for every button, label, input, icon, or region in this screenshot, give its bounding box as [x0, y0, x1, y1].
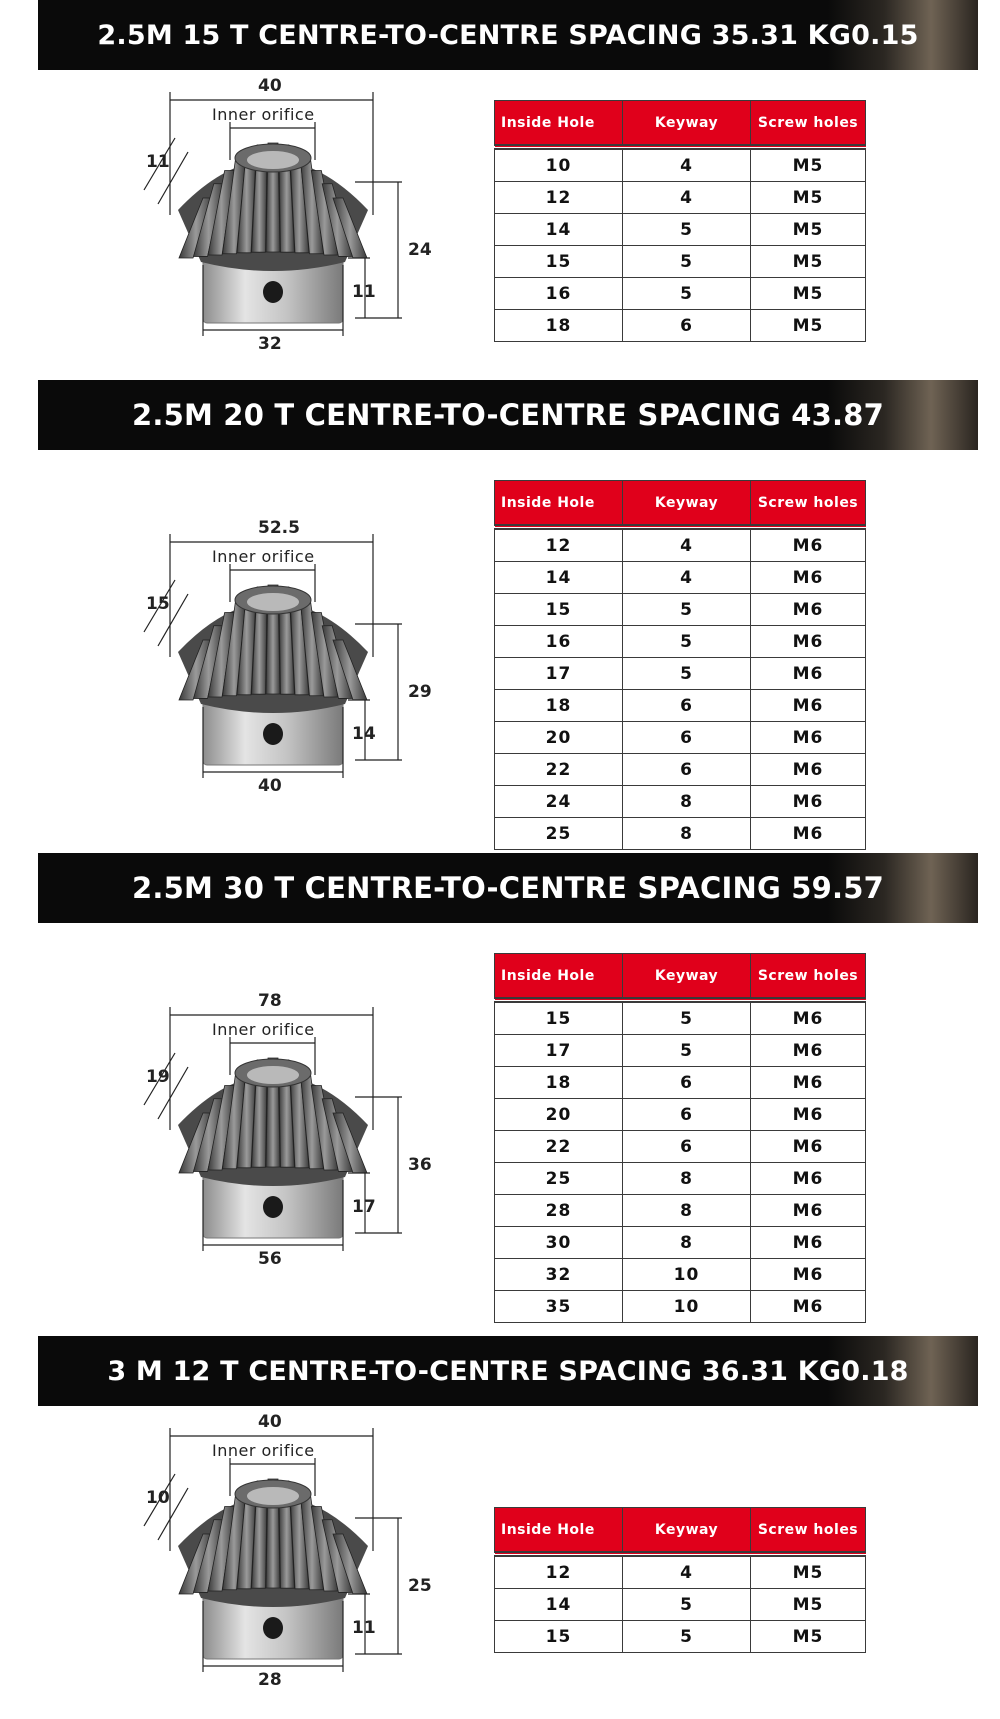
- cell-keyway: 5: [623, 246, 751, 278]
- dimension-tooth-width: 10: [146, 1488, 170, 1508]
- dimension-total-height: 29: [408, 682, 432, 702]
- cell-screw-holes: M6: [751, 1291, 866, 1323]
- cell-keyway: 8: [623, 1163, 751, 1195]
- cell-inside-hole: 30: [495, 1227, 623, 1259]
- header-keyway: Keyway: [623, 1508, 751, 1555]
- spec-table: [494, 480, 866, 850]
- cell-keyway: 4: [623, 147, 751, 182]
- dimension-hub-diameter: 56: [258, 1249, 282, 1269]
- dimension-hub-diameter: 28: [258, 1670, 282, 1690]
- cell-inside-hole: 32: [495, 1259, 623, 1291]
- cell-keyway: 8: [623, 1227, 751, 1259]
- table-row: [495, 527, 866, 562]
- cell-inside-hole: 17: [495, 1035, 623, 1067]
- table-row: [495, 658, 866, 690]
- cell-inside-hole: 24: [495, 786, 623, 818]
- cell-inside-hole: 15: [495, 1621, 623, 1653]
- cell-keyway: 10: [623, 1259, 751, 1291]
- dimension-top-diameter: 78: [258, 991, 282, 1011]
- cell-keyway: 5: [623, 278, 751, 310]
- cell-screw-holes: M6: [751, 594, 866, 626]
- table-row: [495, 1067, 866, 1099]
- cell-screw-holes: M5: [751, 278, 866, 310]
- cell-screw-holes: M6: [751, 1067, 866, 1099]
- table-header-row: [495, 481, 866, 528]
- cell-screw-holes: M6: [751, 1000, 866, 1035]
- cell-keyway: 5: [623, 1035, 751, 1067]
- spec-table: [494, 1507, 866, 1653]
- cell-keyway: 5: [623, 658, 751, 690]
- section-title-banner: 3 M 12 T CENTRE-TO-CENTRE SPACING 36.31 KG0.18: [38, 1336, 978, 1406]
- cell-inside-hole: 15: [495, 594, 623, 626]
- header-keyway: Keyway: [623, 481, 751, 528]
- table-row: [495, 1554, 866, 1589]
- header-screw-holes: Screw holes: [751, 1508, 866, 1555]
- inner-orifice-label: Inner orifice: [212, 105, 315, 124]
- dimension-hub-diameter: 40: [258, 776, 282, 796]
- cell-inside-hole: 25: [495, 818, 623, 850]
- table-row: [495, 1035, 866, 1067]
- cell-screw-holes: M6: [751, 1099, 866, 1131]
- cell-inside-hole: 25: [495, 1163, 623, 1195]
- cell-inside-hole: 18: [495, 310, 623, 342]
- table-row: [495, 1099, 866, 1131]
- cell-inside-hole: 15: [495, 1000, 623, 1035]
- dimension-top-diameter: 40: [258, 1412, 282, 1432]
- cell-inside-hole: 35: [495, 1291, 623, 1323]
- dimension-hub-diameter: 32: [258, 334, 282, 354]
- cell-inside-hole: 20: [495, 1099, 623, 1131]
- cell-screw-holes: M6: [751, 722, 866, 754]
- table-row: [495, 1621, 866, 1653]
- cell-screw-holes: M6: [751, 818, 866, 850]
- cell-keyway: 6: [623, 1099, 751, 1131]
- cell-inside-hole: 14: [495, 1589, 623, 1621]
- table-row: [495, 310, 866, 342]
- table-row: [495, 626, 866, 658]
- spec-table: [494, 953, 866, 1323]
- cell-inside-hole: 12: [495, 182, 623, 214]
- cell-inside-hole: 10: [495, 147, 623, 182]
- cell-keyway: 6: [623, 1131, 751, 1163]
- dimension-tooth-width: 11: [146, 152, 170, 172]
- bevel-gear-diagram: [130, 991, 460, 1285]
- cell-screw-holes: M6: [751, 1227, 866, 1259]
- table-row: [495, 594, 866, 626]
- cell-inside-hole: 18: [495, 1067, 623, 1099]
- cell-screw-holes: M6: [751, 527, 866, 562]
- cell-inside-hole: 18: [495, 690, 623, 722]
- header-screw-holes: Screw holes: [751, 481, 866, 528]
- cell-inside-hole: 20: [495, 722, 623, 754]
- dimension-hub-height: 17: [352, 1197, 376, 1217]
- table-row: [495, 1259, 866, 1291]
- bevel-gear-diagram: [130, 76, 460, 370]
- dimension-top-diameter: 40: [258, 76, 282, 96]
- cell-inside-hole: 12: [495, 527, 623, 562]
- cell-screw-holes: M6: [751, 562, 866, 594]
- cell-screw-holes: M5: [751, 214, 866, 246]
- cell-screw-holes: M6: [751, 1163, 866, 1195]
- dimension-hub-height: 14: [352, 724, 376, 744]
- cell-keyway: 5: [623, 626, 751, 658]
- cell-keyway: 5: [623, 1589, 751, 1621]
- cell-inside-hole: 15: [495, 246, 623, 278]
- cell-screw-holes: M6: [751, 1259, 866, 1291]
- header-screw-holes: Screw holes: [751, 101, 866, 148]
- header-keyway: Keyway: [623, 954, 751, 1001]
- inner-orifice-label: Inner orifice: [212, 547, 315, 566]
- table-row: [495, 1163, 866, 1195]
- table-header-row: [495, 101, 866, 148]
- table-row: [495, 754, 866, 786]
- cell-keyway: 6: [623, 690, 751, 722]
- cell-screw-holes: M5: [751, 1589, 866, 1621]
- table-row: [495, 214, 866, 246]
- dimension-total-height: 36: [408, 1155, 432, 1175]
- table-row: [495, 562, 866, 594]
- cell-screw-holes: M5: [751, 310, 866, 342]
- cell-screw-holes: M5: [751, 147, 866, 182]
- cell-keyway: 6: [623, 754, 751, 786]
- cell-keyway: 5: [623, 594, 751, 626]
- cell-inside-hole: 14: [495, 214, 623, 246]
- cell-keyway: 6: [623, 310, 751, 342]
- dimension-total-height: 24: [408, 240, 432, 260]
- bevel-gear-diagram: [130, 1412, 460, 1706]
- header-inside-hole: Inside Hole: [495, 481, 623, 528]
- cell-inside-hole: 12: [495, 1554, 623, 1589]
- cell-keyway: 5: [623, 1000, 751, 1035]
- cell-keyway: 6: [623, 722, 751, 754]
- cell-keyway: 5: [623, 1621, 751, 1653]
- dimension-hub-height: 11: [352, 1618, 376, 1638]
- cell-screw-holes: M6: [751, 1131, 866, 1163]
- cell-keyway: 8: [623, 786, 751, 818]
- cell-inside-hole: 16: [495, 626, 623, 658]
- table-row: [495, 1291, 866, 1323]
- table-row: [495, 147, 866, 182]
- cell-keyway: 6: [623, 1067, 751, 1099]
- table-row: [495, 722, 866, 754]
- cell-keyway: 4: [623, 562, 751, 594]
- cell-screw-holes: M5: [751, 1554, 866, 1589]
- table-header-row: [495, 954, 866, 1001]
- table-row: [495, 246, 866, 278]
- table-header-row: [495, 1508, 866, 1555]
- cell-screw-holes: M6: [751, 754, 866, 786]
- section-title-banner: 2.5M 30 T CENTRE-TO-CENTRE SPACING 59.57: [38, 853, 978, 923]
- cell-inside-hole: 28: [495, 1195, 623, 1227]
- cell-screw-holes: M6: [751, 1195, 866, 1227]
- table-row: [495, 278, 866, 310]
- bevel-gear-diagram: [130, 518, 460, 812]
- table-row: [495, 1131, 866, 1163]
- table-row: [495, 690, 866, 722]
- cell-screw-holes: M5: [751, 182, 866, 214]
- cell-screw-holes: M6: [751, 658, 866, 690]
- cell-screw-holes: M6: [751, 786, 866, 818]
- table-row: [495, 1227, 866, 1259]
- header-inside-hole: Inside Hole: [495, 954, 623, 1001]
- table-row: [495, 182, 866, 214]
- cell-inside-hole: 22: [495, 754, 623, 786]
- cell-screw-holes: M6: [751, 690, 866, 722]
- spec-table: [494, 100, 866, 342]
- inner-orifice-label: Inner orifice: [212, 1020, 315, 1039]
- cell-keyway: 10: [623, 1291, 751, 1323]
- header-screw-holes: Screw holes: [751, 954, 866, 1001]
- cell-screw-holes: M6: [751, 626, 866, 658]
- dimension-tooth-width: 19: [146, 1067, 170, 1087]
- dimension-top-diameter: 52.5: [258, 518, 300, 538]
- table-row: [495, 1589, 866, 1621]
- dimension-total-height: 25: [408, 1576, 432, 1596]
- table-row: [495, 786, 866, 818]
- cell-screw-holes: M5: [751, 1621, 866, 1653]
- header-inside-hole: Inside Hole: [495, 101, 623, 148]
- header-keyway: Keyway: [623, 101, 751, 148]
- table-row: [495, 1195, 866, 1227]
- header-inside-hole: Inside Hole: [495, 1508, 623, 1555]
- cell-keyway: 8: [623, 818, 751, 850]
- inner-orifice-label: Inner orifice: [212, 1441, 315, 1460]
- cell-keyway: 8: [623, 1195, 751, 1227]
- cell-screw-holes: M6: [751, 1035, 866, 1067]
- cell-inside-hole: 17: [495, 658, 623, 690]
- cell-keyway: 4: [623, 1554, 751, 1589]
- cell-inside-hole: 22: [495, 1131, 623, 1163]
- cell-inside-hole: 14: [495, 562, 623, 594]
- cell-screw-holes: M5: [751, 246, 866, 278]
- section-title-banner: 2.5M 20 T CENTRE-TO-CENTRE SPACING 43.87: [38, 380, 978, 450]
- cell-keyway: 4: [623, 527, 751, 562]
- cell-inside-hole: 16: [495, 278, 623, 310]
- cell-keyway: 4: [623, 182, 751, 214]
- table-row: [495, 818, 866, 850]
- dimension-hub-height: 11: [352, 282, 376, 302]
- section-title-banner: 2.5M 15 T CENTRE-TO-CENTRE SPACING 35.31 KG0.15: [38, 0, 978, 70]
- table-row: [495, 1000, 866, 1035]
- cell-keyway: 5: [623, 214, 751, 246]
- dimension-tooth-width: 15: [146, 594, 170, 614]
